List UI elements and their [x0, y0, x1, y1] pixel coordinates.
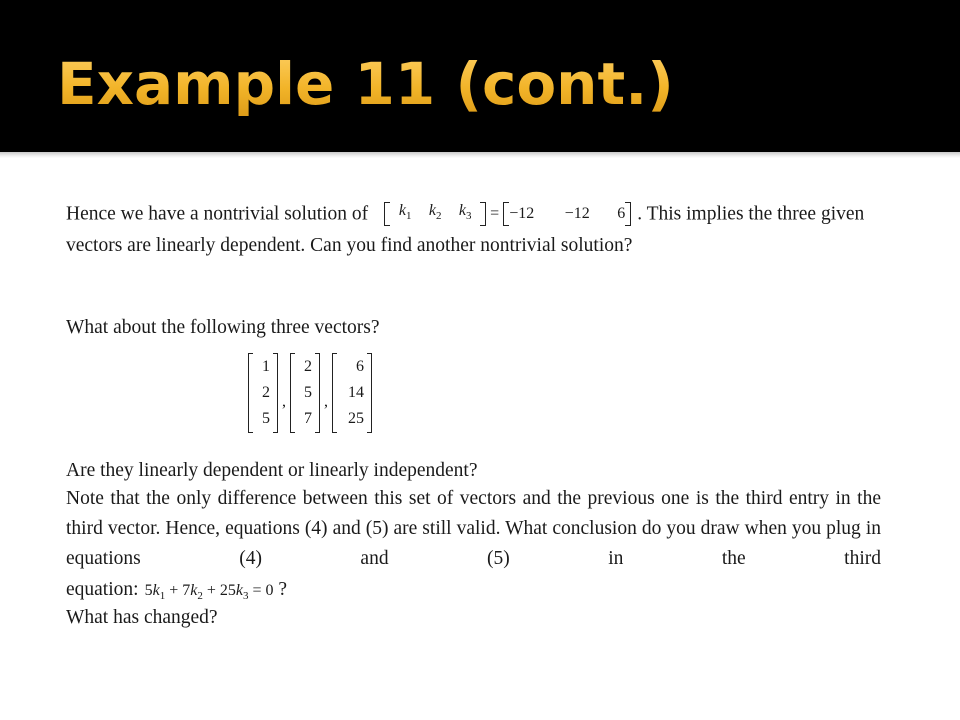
bracket-right	[273, 353, 278, 433]
equation-question-mark: ?	[273, 579, 288, 600]
paragraph-what-changed: What has changed?	[66, 607, 218, 628]
vector-separator: ,	[282, 393, 286, 410]
vector-entry: 25	[348, 410, 364, 427]
rv-value-1: −12	[509, 204, 535, 222]
rv-k1: $k_1$	[398, 202, 412, 223]
vector-entry: 5	[262, 410, 270, 427]
rv-k2: $k_2$	[428, 202, 442, 223]
para1-lead-text: Hence we have a nontrivial solution of	[66, 203, 369, 225]
rv-value-2: −12	[564, 204, 590, 222]
third-equation: $5k_1 + 7k_2 + 25k_3 = 0$	[144, 582, 274, 603]
vector-entry: 2	[262, 384, 270, 401]
column-vectors	[248, 353, 372, 433]
para1-trailing-text: . This implies the three given vectors are linearly dependent. Can you find another nontrivial solution?	[66, 203, 865, 257]
rv-k3: $k_3$	[458, 202, 472, 223]
vector-entry: 1	[262, 358, 270, 375]
vector-entry: 6	[356, 358, 364, 375]
paragraph-nontrivial-solution	[66, 196, 881, 261]
column-vector-3	[332, 353, 372, 433]
vector-entry: 14	[348, 384, 364, 401]
rv-equals: =	[490, 204, 500, 222]
bracket-right	[367, 353, 372, 433]
vector-entry: 5	[304, 384, 312, 401]
paragraph-question-vectors: What about the following three vectors?	[66, 317, 380, 338]
paragraph-note: Note that the only difference between this set of vectors and the previous one is the third entry in the third vector. Hence, equations (4) and (5) are still valid. What conclusion do you draw when you plug in equations (4) and (5) in the third	[66, 488, 881, 569]
column-vector-1	[248, 353, 278, 433]
bracket-right	[480, 202, 486, 226]
title-divider	[0, 152, 960, 158]
bracket-right	[625, 202, 631, 226]
row-vector-equation	[384, 196, 631, 231]
paragraph-dependence-question: Are they linearly dependent or linearly independent?	[66, 460, 478, 481]
vector-entry: 2	[304, 358, 312, 375]
bracket-right	[315, 353, 320, 433]
slide-title: Example 11 (cont.)	[57, 44, 674, 124]
vector-entry: 7	[304, 410, 312, 427]
rv-value-3: 6	[617, 204, 626, 222]
vector-separator: ,	[324, 393, 328, 410]
equation-label: equation:	[66, 579, 139, 600]
column-vector-2	[290, 353, 320, 433]
